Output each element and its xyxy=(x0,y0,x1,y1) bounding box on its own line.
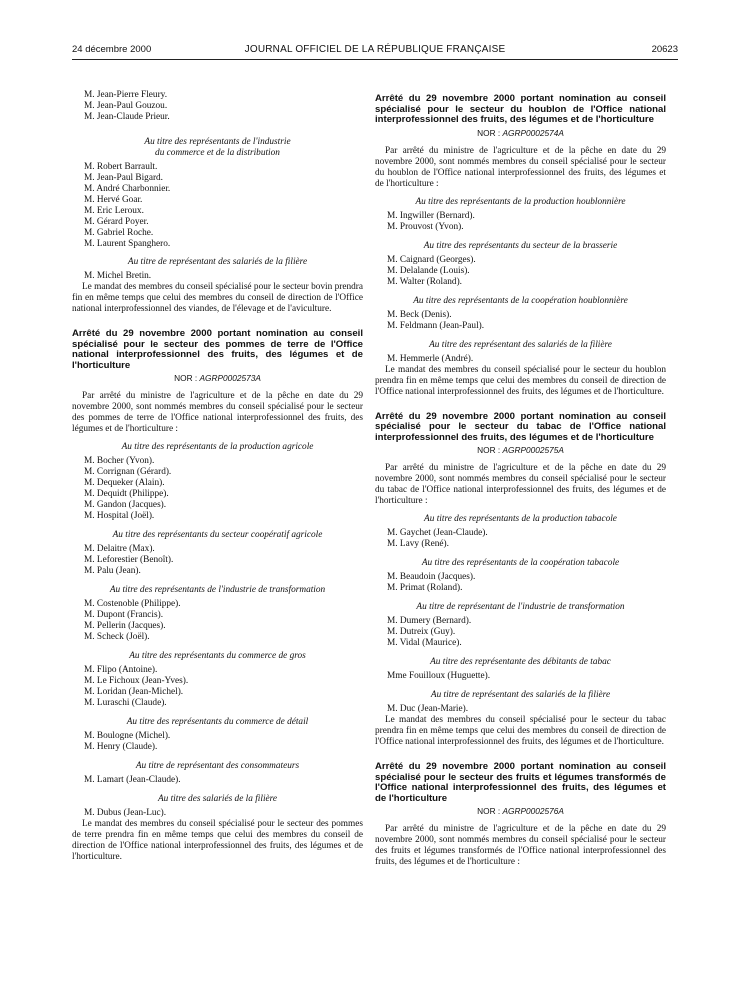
category-heading: Au titre des représentante des débitants de tabac xyxy=(430,657,611,667)
member-name: M. Boulogne (Michel). xyxy=(84,731,171,741)
category-heading: Au titre des représentants de l'industrie de transformation xyxy=(109,585,326,595)
category-heading: Au titre des représentants du commerce de détail xyxy=(126,717,309,727)
member-name: M. Scheck (Joël). xyxy=(84,632,150,642)
nor-reference xyxy=(375,445,666,456)
member-name: M. Flipo (Antoine). xyxy=(84,665,158,675)
member-name: M. Palu (Jean). xyxy=(84,566,141,576)
nor-code: AGRP0002574A xyxy=(502,127,564,138)
member-name: M. Gabriel Roche. xyxy=(84,228,154,238)
journal-title: JOURNAL OFFICIEL DE LA RÉPUBLIQUE FRANÇAISE xyxy=(244,44,506,55)
arrete-title: Arrêté du 29 novembre 2000 portant nomination au conseil spécialisé pour le secteur du tabac de l'Office national interprofessionnel des fruits, des légumes et de l'horticulture xyxy=(375,410,666,443)
member-name: M. Feldmann (Jean-Paul). xyxy=(387,320,485,331)
member-name: M. Bocher (Yvon). xyxy=(84,456,155,466)
arrete-title: Arrêté du 29 novembre 2000 portant nomination au conseil spécialisé pour le secteur du houblon de l'Office national interprofessionnel des fruits, des légumes et de l'horticulture xyxy=(375,93,666,125)
category-heading: Au titre des représentants du commerce de gros xyxy=(129,651,306,661)
nor-code: AGRP0002573A xyxy=(199,373,261,383)
mandate-paragraph: Le mandat des membres du conseil spécialisé pour le secteur du tabac prendra fin en même temps que celui des membres du conseil de direction de l'Office national interprofessionnel des fruits, des légumes et de l'horticulture. xyxy=(375,715,666,747)
member-name: M. Leforestier (Benoît). xyxy=(84,555,174,565)
member-name: M. Dutreix (Guy). xyxy=(387,627,456,637)
category-heading: Au titre des représentant des salariés de la filière xyxy=(429,339,612,350)
member-name: M. Dequidt (Philippe). xyxy=(84,489,169,499)
member-name: M. Hervé Goar. xyxy=(84,195,143,205)
member-name: M. Luraschi (Claude). xyxy=(84,698,167,708)
member-name: M. Hemmerle (André). xyxy=(387,353,474,364)
nor-reference xyxy=(375,806,666,817)
category-heading: Au titre de représentant des salariés de la filière xyxy=(127,257,308,267)
member-name: M. Eric Leroux. xyxy=(84,206,144,216)
header-rule xyxy=(72,59,678,60)
intro-paragraph: Par arrêté du ministre de l'agriculture et de la pêche en date du 29 novembre 2000, sont nommés membres du conseil spécialisé pour le secteur des fruits et légumes transformés de l'Office national interprofessionnel des fruits, des légumes et de l'horticulture : xyxy=(375,824,666,867)
member-name: M. Duc (Jean-Marie). xyxy=(387,704,469,714)
left-column xyxy=(72,90,363,863)
nor-label: NOR : xyxy=(477,445,501,455)
member-name: M. Dequeker (Alain). xyxy=(84,478,165,488)
nor-label: NOR : xyxy=(477,806,501,816)
intro-paragraph: Par arrêté du ministre de l'agriculture et de la pêche en date du 29 novembre 2000, sont nommés membres du conseil spécialisé pour le secteur du houblon de l'Office national interprofessionnel des fruits, des légumes et de l'horticulture : xyxy=(375,145,666,189)
category-heading: Au titre des représentants de l'industrie xyxy=(144,137,291,147)
member-name: M. Henry (Claude). xyxy=(84,742,158,752)
member-name: M. Dupont (Francis). xyxy=(84,610,164,620)
category-heading: Au titre des représentants de la coopération tabacole xyxy=(421,558,620,568)
nor-code: AGRP0002575A xyxy=(502,445,564,455)
category-heading: Au titre de représentant des salariés de la filière xyxy=(430,690,611,700)
member-name: M. Jean-Paul Bigard. xyxy=(84,173,164,183)
category-heading: Au titre des représentants du secteur coopératif agricole xyxy=(112,530,323,540)
page-number: 20623 xyxy=(651,44,678,55)
member-name: M. André Charbonnier. xyxy=(84,184,171,194)
category-heading: Au titre des représentants de la production agricole xyxy=(121,442,314,452)
member-name: M. Robert Barrault. xyxy=(84,162,158,172)
nor-label: NOR : xyxy=(174,373,198,383)
right-column xyxy=(375,94,666,868)
nor-code: AGRP0002576A xyxy=(502,806,564,816)
category-heading: Au titre de représentant des consommateurs xyxy=(135,761,300,771)
nor-label: NOR : xyxy=(477,127,501,138)
member-name: M. Dubus (Jean-Luc). xyxy=(84,808,167,818)
member-name: Mme Fouilloux (Huguette). xyxy=(387,671,491,681)
member-name: M. Lamart (Jean-Claude). xyxy=(84,775,181,785)
category-heading: Au titre des salariés de la filière xyxy=(157,794,278,804)
page-header xyxy=(72,44,678,58)
member-name: M. Walter (Roland). xyxy=(387,276,462,287)
category-heading: Au titre des représentants du secteur de la brasserie xyxy=(423,240,618,251)
nor-reference xyxy=(375,128,666,139)
mandate-paragraph: Le mandat des membres du conseil spécialisé pour le secteur du houblon prendra fin en même temps que celui des membres du conseil de direction de l'Office national interprofessionnel des fruits, des légumes et de l'horticulture. xyxy=(375,364,666,397)
member-name: M. Gandon (Jacques). xyxy=(84,500,167,510)
member-name: M. Prouvost (Yvon). xyxy=(387,221,464,232)
member-name: M. Caignard (Georges). xyxy=(387,254,476,265)
member-name: M. Primat (Roland). xyxy=(387,583,463,593)
member-name: M. Le Fichoux (Jean-Yves). xyxy=(84,676,189,686)
arrete-title: Arrêté du 29 novembre 2000 portant nomination au conseil spécialisé pour le secteur des pommes de terre de l'Office national interprofessionnel des fruits, des légumes et de l'horticulture xyxy=(72,328,363,371)
header-date: 24 décembre 2000 xyxy=(72,44,152,55)
arrete-title: Arrêté du 29 novembre 2000 portant nomination au conseil spécialisé pour le secteur des fruits et légumes transformés de l'Office national interprofessionnel des fruits, des légumes et de l'horticulture xyxy=(375,761,666,804)
member-name: M. Corrignan (Gérard). xyxy=(84,467,172,477)
member-name: M. Michel Bretin. xyxy=(84,271,152,281)
member-name: M. Delaitre (Max). xyxy=(84,544,155,554)
category-heading: Au titre des représentants de la production houblonnière xyxy=(415,196,626,207)
member-name: M. Pellerin (Jacques). xyxy=(84,621,166,631)
intro-paragraph: Par arrêté du ministre de l'agriculture et de la pêche en date du 29 novembre 2000, sont nommés membres du conseil spécialisé pour le secteur du tabac de l'Office national interprofessionnel des fruits, des légumes et de l'horticulture : xyxy=(375,463,666,506)
member-name: M. Jean-Pierre Fleury. xyxy=(84,90,168,100)
member-name: M. Jean-Paul Gouzou. xyxy=(84,101,168,111)
member-name: M. Dumery (Bernard). xyxy=(387,616,472,626)
member-name: M. Beck (Denis). xyxy=(387,309,452,320)
mandate-paragraph: Le mandat des membres du conseil spécialisé pour le secteur bovin prendra fin en même temps que celui des membres du conseil de direction de l'Office national interprofessionnel des viandes, de l'élevage et de l'aviculture. xyxy=(72,282,363,314)
category-heading: Au titre de représentant de l'industrie de transformation xyxy=(416,602,625,612)
member-name: M. Delalande (Louis). xyxy=(387,265,470,276)
member-name: M. Gérard Poyer. xyxy=(84,217,149,227)
member-name: M. Loridan (Jean-Michel). xyxy=(84,687,184,697)
mandate-paragraph: Le mandat des membres du conseil spécialisé pour le secteur des pommes de terre prendra fin en même temps que celui des membres du conseil de direction de l'Office national interprofessionnel des fruits, des légumes et de l'horticulture. xyxy=(72,819,363,862)
member-name: M. Laurent Spanghero. xyxy=(84,239,171,249)
category-heading: Au titre des représentants de la production tabacole xyxy=(424,514,617,524)
member-name: M. Jean-Claude Prieur. xyxy=(84,112,170,122)
member-name: M. Ingwiller (Bernard). xyxy=(387,210,475,221)
nor-reference xyxy=(72,373,363,384)
member-name: M. Vidal (Maurice). xyxy=(387,638,462,648)
member-name: M. Beaudoin (Jacques). xyxy=(387,572,476,582)
member-name: M. Lavy (René). xyxy=(387,539,449,549)
member-name: M. Gaychet (Jean-Claude). xyxy=(387,528,488,538)
member-name: M. Costenoble (Philippe). xyxy=(84,599,181,609)
category-heading-cont: du commerce et de la distribution xyxy=(155,148,280,158)
intro-paragraph: Par arrêté du ministre de l'agriculture et de la pêche en date du 29 novembre 2000, sont nommés membres du conseil spécialisé pour le secteur des pommes de terre de l'Office national interprofessionnel des fruits, des légumes et de l'horticulture : xyxy=(72,391,363,434)
category-heading: Au titre des représentants de la coopération houblonnière xyxy=(413,295,628,306)
member-name: M. Hospital (Joël). xyxy=(84,511,155,521)
